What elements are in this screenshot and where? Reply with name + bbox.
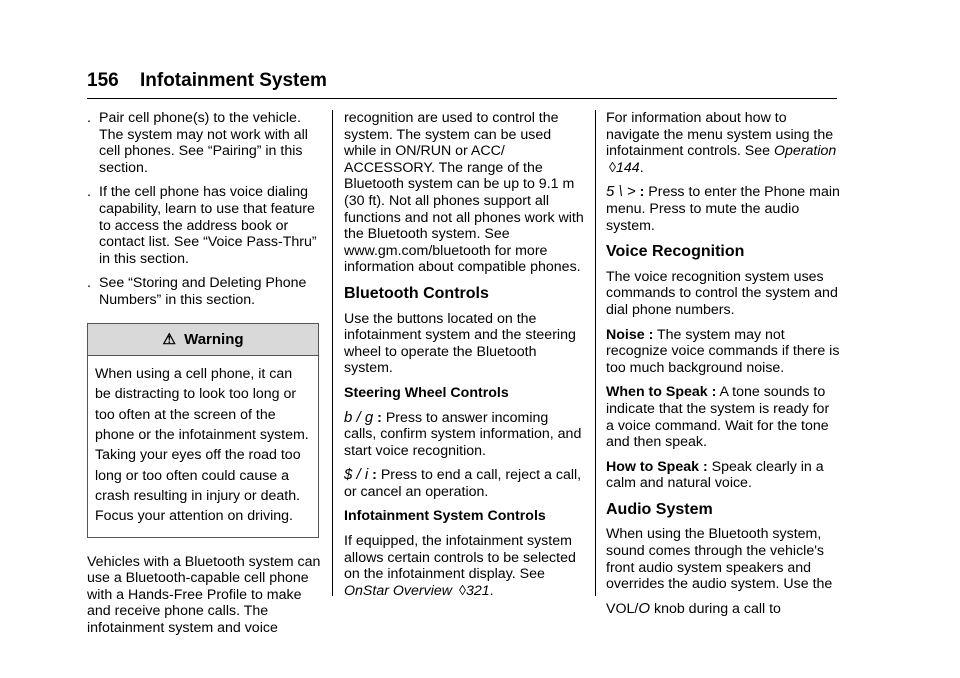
section-title: Infotainment System — [139, 70, 327, 91]
bullet-item — [87, 275, 323, 308]
column-3 — [606, 110, 840, 625]
bullet-mark: . — [87, 184, 91, 201]
column-1 — [87, 110, 323, 644]
infotainment-controls-text: If equipped, the infotainment system allows certain controls to be selected on the infotainment display. See — [344, 533, 576, 583]
column-2 — [344, 110, 584, 607]
answer-colon: : — [377, 409, 382, 426]
end-call-item — [344, 467, 584, 500]
onstar-page-ref[interactable]: 321 — [465, 582, 490, 599]
column-divider — [595, 110, 596, 596]
voice-recognition-heading: Voice Recognition — [606, 243, 745, 261]
period: . — [639, 159, 644, 176]
bullet-text: Pair cell phone(s) to the vehicle. The system may not work with all cell phones. See “Pairing” in this section. — [99, 110, 308, 176]
bullet-mark: . — [87, 275, 91, 292]
power-knob-icon: O — [638, 599, 651, 617]
infotainment-controls-heading: Infotainment System Controls — [344, 508, 546, 525]
bullet-item — [87, 184, 323, 267]
when-to-speak-text: A tone sounds to indicate that the system is ready for a voice command. Wait for the tone and then speak. — [606, 384, 830, 451]
bluetooth-controls-heading: Bluetooth Controls — [344, 284, 489, 302]
phone-colon: : — [639, 184, 645, 201]
steering-wheel-controls-heading: Steering Wheel Controls — [344, 384, 509, 401]
volume-knob-line — [606, 601, 840, 618]
when-to-speak-item — [606, 384, 840, 450]
page-number: 156 — [87, 70, 119, 91]
audio-system-paragraph: When using the Bluetooth system, sound comes through the vehicle's front audio system speakers and overrides the audio system. Use the — [606, 526, 833, 593]
how-to-speak-label: How to Speak : — [606, 458, 708, 475]
end-call-text: Press to end a call, reject a call, or cancel an operation. — [344, 467, 582, 500]
header-rule — [87, 98, 837, 99]
continued-paragraph: recognition are used to control the system. The system can be used while in ON/RUN or ACC/ ACCESSORY. The range of the Bluetooth system can be up to 9.1 m (30 ft). Not all phones support all functions and not all phones work with the Bluetooth system. See www.gm.com/bluetooth for more information about compatible phones. — [344, 110, 584, 276]
audio-system-heading: Audio System — [606, 500, 713, 518]
period: . — [489, 582, 494, 599]
infotainment-controls-paragraph — [344, 533, 584, 599]
column-divider — [332, 110, 333, 596]
operation-page-ref[interactable]: 144 — [616, 159, 640, 176]
vol-suffix: knob during a call to — [653, 600, 781, 617]
noise-item — [606, 327, 840, 377]
page-header — [87, 70, 327, 92]
answer-call-item — [344, 410, 584, 460]
answer-call-icon: b / g — [344, 408, 374, 426]
operation-link[interactable]: Operation — [774, 143, 837, 160]
vol-prefix: VOL/ — [606, 600, 639, 617]
page-ref-icon: ◊ — [609, 159, 617, 176]
bluetooth-paragraph: Vehicles with a Bluetooth system can use a Bluetooth-capable cell phone with a Hands-Free Profile to make and receive phone calls. The infotainment system and voice — [87, 553, 321, 636]
bullet-text: If the cell phone has voice dialing capability, learn to use that feature to access the address book or contact list. See “Voice Pass-Thru” in this section. — [99, 184, 317, 267]
onstar-overview-link[interactable]: OnStar Overview — [344, 582, 453, 599]
phone-mute-icon: 5 \ > — [606, 183, 636, 201]
warning-title: Warning — [184, 330, 244, 348]
navigate-text: For information about how to navigate the menu system using the infotainment controls. See — [606, 110, 834, 160]
navigate-paragraph — [606, 110, 840, 176]
answer-call-text: Press to answer incoming calls, confirm system information, and start voice recognition. — [344, 409, 582, 459]
end-colon: : — [372, 467, 377, 484]
bullet-item — [87, 110, 323, 176]
page-ref-icon: ◊ — [458, 582, 466, 599]
phone-button-item — [606, 184, 840, 234]
end-call-icon: $ / i — [344, 466, 369, 484]
when-to-speak-label: When to Speak : — [606, 384, 717, 401]
voice-recognition-intro: The voice recognition system uses commands to control the system and dial phone numbers. — [606, 268, 838, 318]
noise-text: The system may not recognize voice commands if there is too much background noise. — [606, 326, 840, 376]
how-to-speak-text: Speak clearly in a calm and natural voice. — [606, 458, 824, 492]
warning-icon: ⚠ — [162, 330, 176, 348]
noise-label: Noise : — [606, 326, 654, 343]
bullet-mark: . — [87, 110, 91, 126]
phone-button-text: Press to enter the Phone main menu. Press to mute the audio system. — [606, 184, 840, 234]
warning-body: When using a cell phone, it can be distracting to look too long or too often at the screen of the phone or the infotainment system. Taking your eyes off the road too long or too often could cause a crash resulting in injury or death. Focus your attention on driving. — [95, 366, 309, 525]
warning-box — [87, 323, 319, 538]
how-to-speak-item — [606, 459, 840, 492]
bluetooth-controls-intro: Use the buttons located on the infotainment system and the steering wheel to operate the Bluetooth system. — [344, 310, 576, 377]
warning-header — [88, 324, 318, 357]
bullet-text: See “Storing and Deleting Phone Numbers” in this section. — [99, 275, 307, 308]
